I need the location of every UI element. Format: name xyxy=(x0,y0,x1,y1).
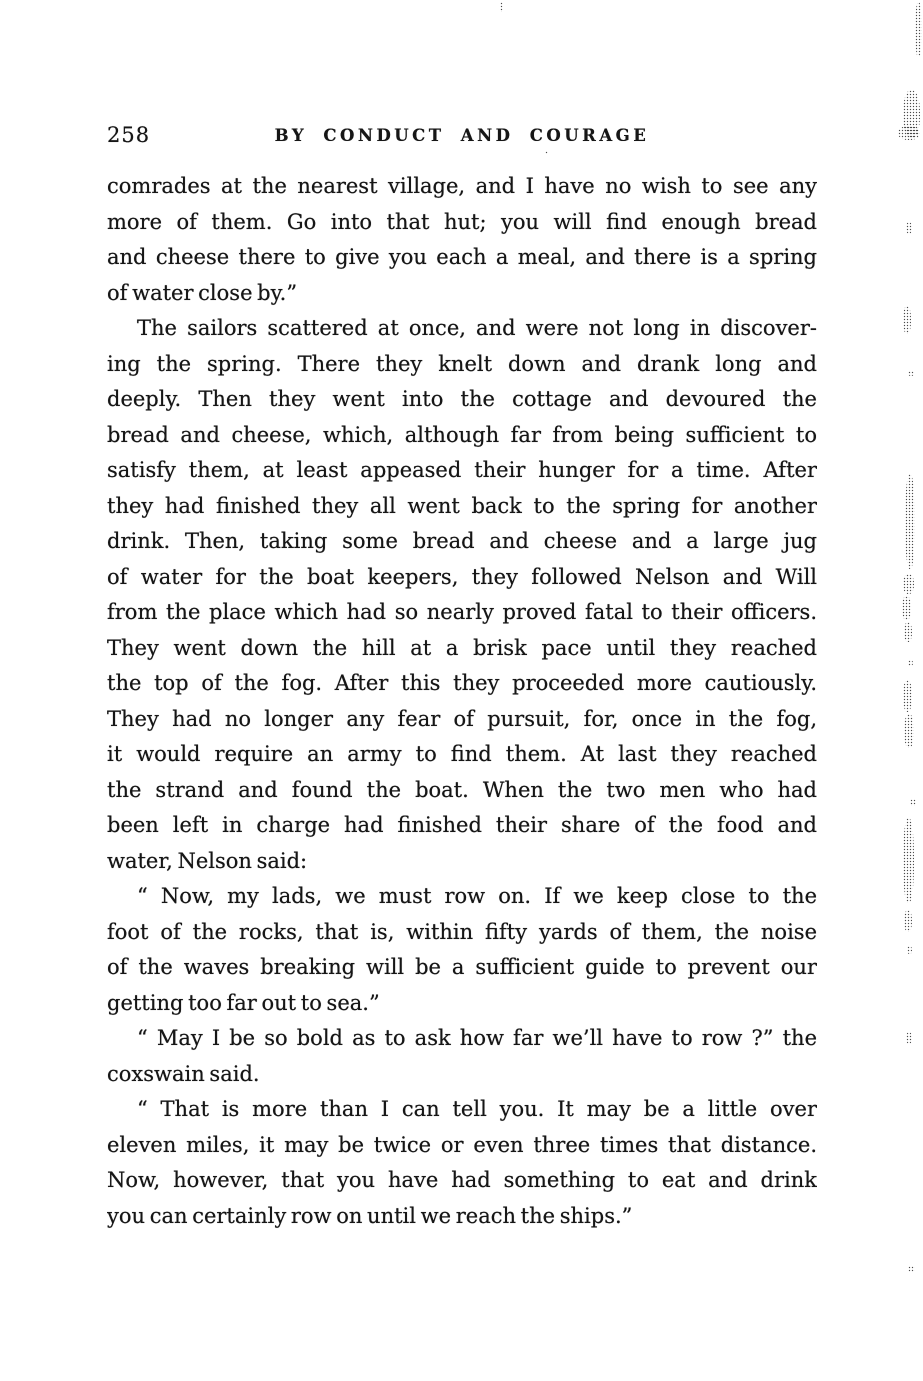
scan-artifact xyxy=(915,2,922,57)
text-line: it would require an army to find them. At last they reached xyxy=(107,742,817,766)
text-line: from the place which had so nearly proved fatal to their officers. xyxy=(107,600,817,624)
text-line: water, Nelson said: xyxy=(107,848,308,873)
text-line: deeply. Then they went into the cottage and devoured the xyxy=(107,387,817,411)
text-line: the top of the fog. After this they proceeded more cautiously. xyxy=(107,671,817,695)
paragraph xyxy=(107,169,817,311)
scan-artifact xyxy=(903,90,920,138)
scan-artifact xyxy=(905,474,915,569)
page-number: 258 xyxy=(107,123,151,147)
running-title: BY CONDUCT AND COURAGE xyxy=(274,126,650,145)
text-line: you can certainly row on until we reach the ships.” xyxy=(107,1203,633,1228)
text-line: Now, however, that you have had something to eat and drink xyxy=(107,1168,817,1192)
text-line: coxswain said. xyxy=(107,1061,260,1086)
scan-artifact xyxy=(908,371,914,376)
text-line: They had no longer any fear of pursuit, for, once in the fog, xyxy=(107,706,817,731)
text-line: bread and cheese, which, although far from being sufficient to xyxy=(107,422,817,447)
scan-artifact xyxy=(906,222,912,234)
paragraph xyxy=(107,1092,817,1234)
scan-artifact xyxy=(545,151,548,154)
text-line: “ May I be so bold as to ask how far we’ll have to row ?” the xyxy=(137,1026,817,1050)
text-line: satisfy them, at least appeased their hunger for a time. After xyxy=(107,458,817,482)
text-line: “ Now, my lads, we must row on. If we keep close to the xyxy=(137,884,817,908)
paragraph xyxy=(107,879,817,1021)
scan-artifact xyxy=(903,306,911,334)
paragraph xyxy=(107,1021,817,1092)
scan-artifact xyxy=(904,714,914,748)
scan-artifact xyxy=(903,818,914,903)
scan-artifact xyxy=(902,596,911,620)
text-line: ing the spring. There they knelt down and drank long and xyxy=(107,351,817,376)
text-line: of water close by.” xyxy=(107,280,298,305)
scan-artifact xyxy=(904,622,912,642)
text-line: foot of the rocks, that is, within fifty yards of them, the noise xyxy=(107,919,817,944)
text-line: The sailors scattered at once, and were not long in discover- xyxy=(137,316,817,340)
text-line: they had finished they all went back to the spring for another xyxy=(107,493,817,518)
scan-artifact xyxy=(903,680,912,712)
scan-artifact xyxy=(903,574,914,594)
text-line: comrades at the nearest village, and I have no wish to see any xyxy=(107,174,817,198)
text-line: more of them. Go into that hut; you will find enough bread xyxy=(107,209,817,234)
text-line: of water for the boat keepers, they followed Nelson and Will xyxy=(107,564,817,589)
text-line: getting too far out to sea.” xyxy=(107,990,380,1015)
scan-artifact xyxy=(906,1032,912,1044)
scan-artifact xyxy=(908,1266,915,1272)
text-line: They went down the hill at a brisk pace until they reached xyxy=(107,635,817,660)
scan-artifact xyxy=(908,660,913,666)
page-body xyxy=(107,169,817,1234)
scan-artifact xyxy=(907,946,912,954)
text-line: been left in charge had finished their share of the food and xyxy=(107,813,817,837)
text-line: the strand and found the boat. When the two men who had xyxy=(107,777,817,802)
paragraph xyxy=(107,311,817,879)
text-line: drink. Then, taking some bread and cheese and a large jug xyxy=(107,529,817,553)
text-line: and cheese there to give you each a meal, and there is a spring xyxy=(107,245,817,269)
text-line: “ That is more than I can tell you. It may be a little over xyxy=(137,1097,817,1121)
scan-artifact xyxy=(910,799,916,806)
text-line: eleven miles, it may be twice or even three times that distance. xyxy=(107,1132,817,1157)
page-header xyxy=(107,121,817,149)
text-line: of the waves breaking will be a sufficient guide to prevent our xyxy=(107,955,817,979)
scan-artifact xyxy=(904,910,912,932)
scan-artifact xyxy=(898,126,920,140)
scan-artifact xyxy=(500,2,503,12)
